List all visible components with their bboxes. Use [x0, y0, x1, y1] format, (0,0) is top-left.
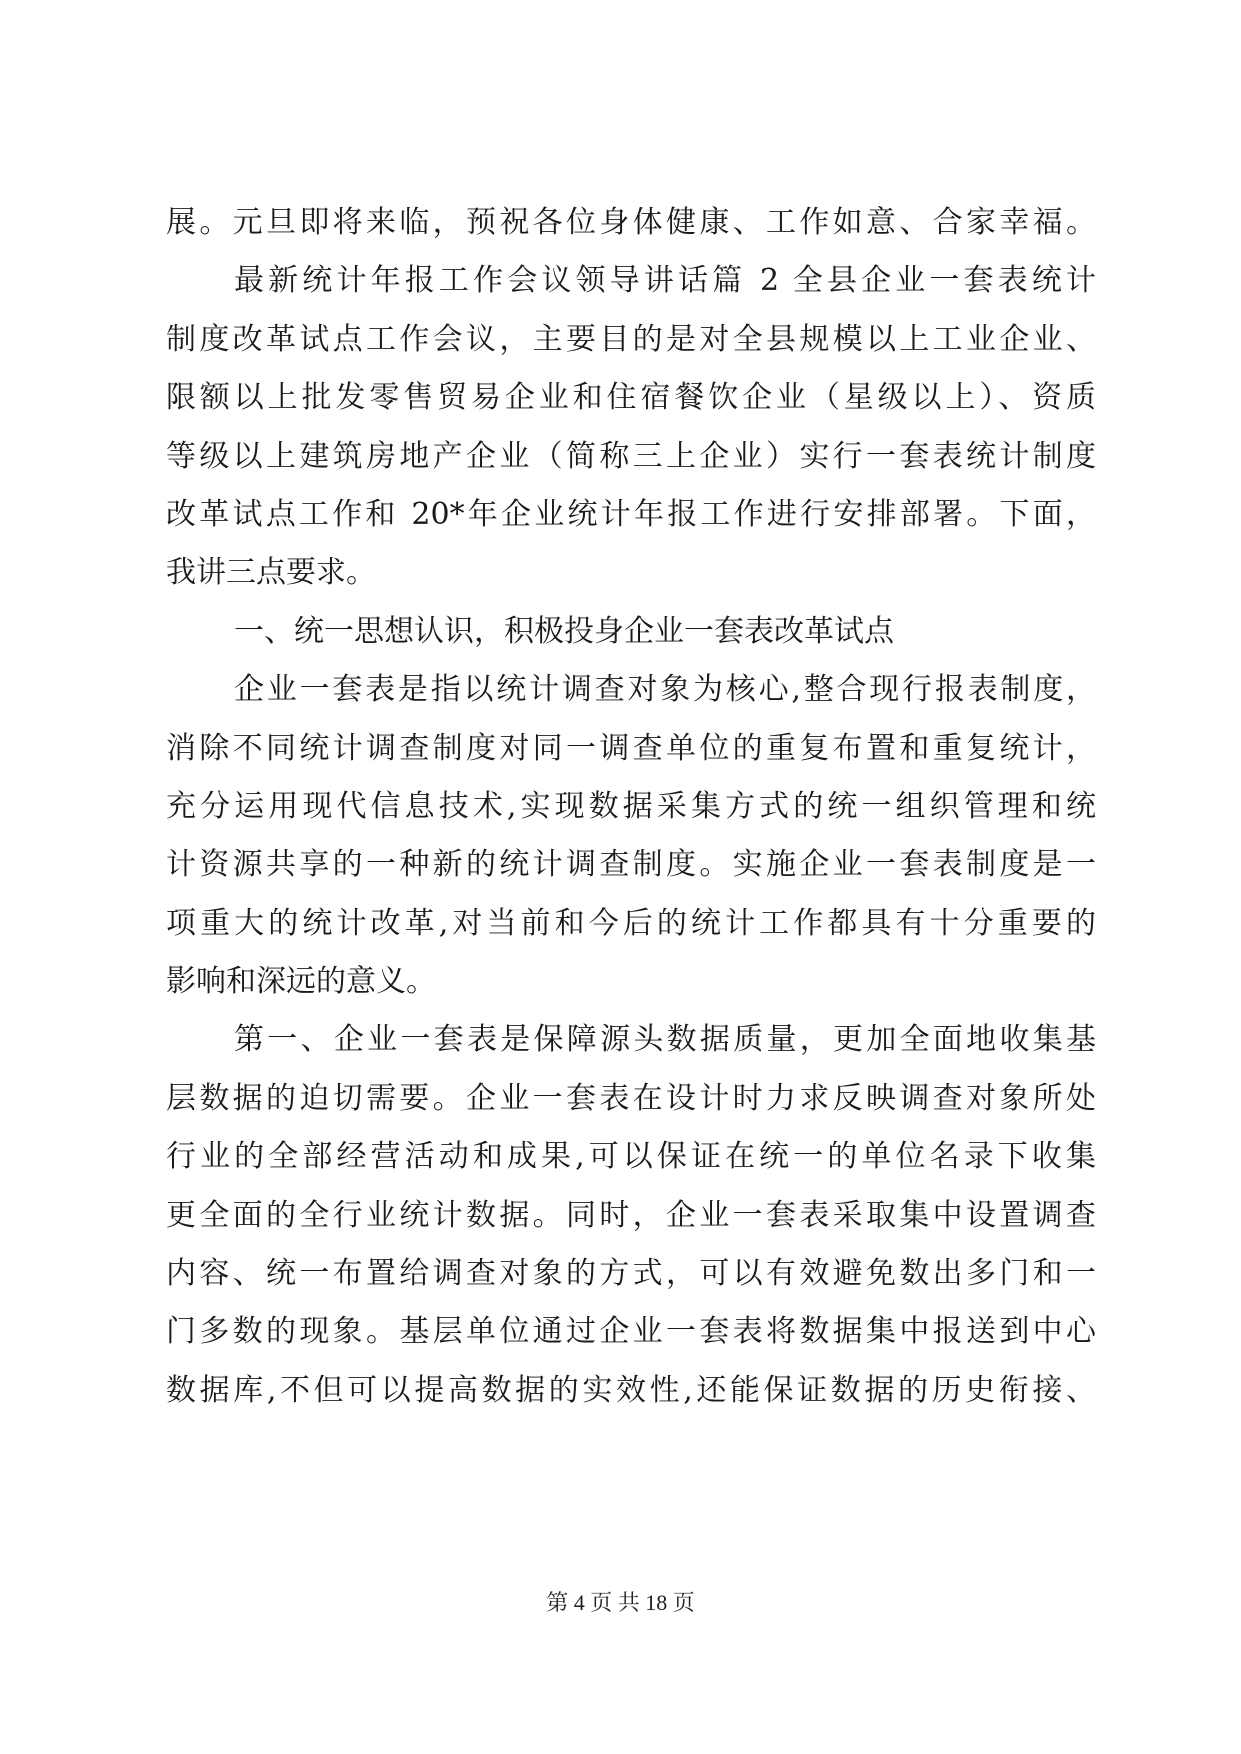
text-line: 限额以上批发零售贸易企业和住宿餐饮企业（星级以上）、资质 [166, 380, 1096, 416]
text-line: 数据库,不但可以提高数据的实效性,还能保证数据的历史衔接、 [166, 1372, 1096, 1408]
page-number-label: 第 4 页 共 18 页 [546, 1590, 695, 1615]
text-line: 展。元旦即将来临，预祝各位身体健康、工作如意、合家幸福。 [166, 205, 1096, 240]
text-line: 等级以上建筑房地产企业（简称三上企业）实行一套表统计制度 [166, 438, 1096, 474]
text-line: 内容、统一布置给调查对象的方式，可以有效避免数出多门和一 [166, 1256, 1096, 1292]
text-line: 行业的全部经营活动和成果,可以保证在统一的单位名录下收集 [166, 1139, 1096, 1175]
text-line: 第一、企业一套表是保障源头数据质量，更加全面地收集基 [234, 1022, 1096, 1058]
text-line: 制度改革试点工作会议，主要目的是对全县规模以上工业企业、 [166, 321, 1096, 357]
body-text [166, 194, 1096, 1420]
text-line: 门多数的现象。基层单位通过企业一套表将数据集中报送到中心 [166, 1314, 1096, 1350]
text-line: 消除不同统计调查制度对同一调查单位的重复布置和重复统计， [166, 730, 1096, 766]
text-line: 更全面的全行业统计数据。同时，企业一套表采取集中设置调查 [166, 1197, 1096, 1233]
text-line: 我讲三点要求。 [166, 555, 376, 591]
text-line: 最新统计年报工作会议领导讲话篇 2 全县企业一套表统计 [234, 263, 1096, 299]
text-line: 层数据的迫切需要。企业一套表在设计时力求反映调查对象所处 [166, 1080, 1096, 1116]
text-line: 充分运用现代信息技术,实现数据采集方式的统一组织管理和统 [166, 788, 1096, 824]
page-footer [0, 1586, 1241, 1617]
section-heading: 一、统一思想认识，积极投身企业一套表改革试点 [234, 613, 894, 649]
text-line: 改革试点工作和 20*年企业统计年报工作进行安排部署。下面， [166, 496, 1096, 532]
text-line: 项重大的统计改革,对当前和今后的统计工作都具有十分重要的 [166, 905, 1096, 941]
text-line: 影响和深远的意义。 [166, 964, 436, 1000]
text-line: 计资源共享的一种新的统计调查制度。实施企业一套表制度是一 [166, 847, 1096, 883]
text-line: 企业一套表是指以统计调查对象为核心,整合现行报表制度， [234, 672, 1096, 708]
